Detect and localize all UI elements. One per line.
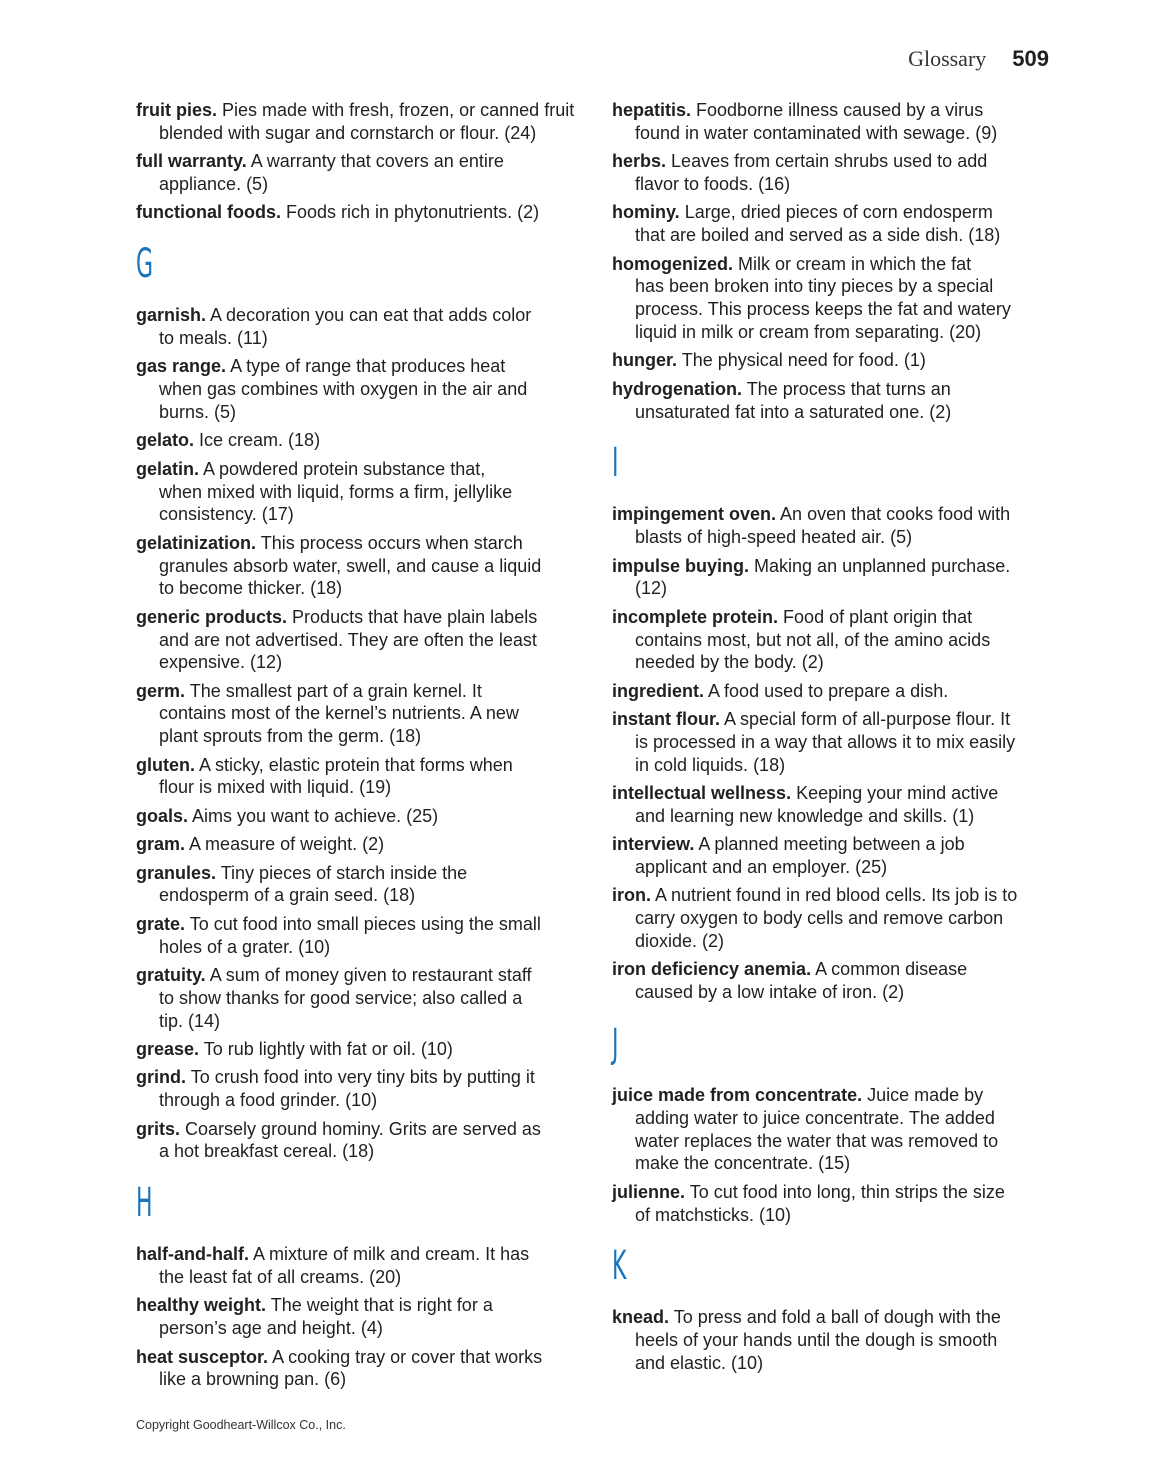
definition-text: The weight that is right for a [270,1295,493,1316]
glossary-term: garnish. [136,305,207,326]
glossary-term: hepatitis. [612,100,692,120]
entry-line [136,99,576,122]
glossary-term: ingredient. [612,680,705,701]
definition-text: adding water to juice concentrate. The added [635,1107,995,1128]
glossary-term: grate. [136,913,186,934]
page-number: 509 [1012,46,1049,71]
entry-line [136,1317,576,1340]
definition-text: liquid in milk or cream from separating. (20) [635,321,982,342]
entry-line [136,1140,576,1163]
glossary-term: iron. [612,885,651,906]
entry-line [612,253,1052,276]
definition-text: A cooking tray or cover that works [272,1346,543,1367]
definition-text: Foodborne illness caused by a virus [696,100,984,120]
glossary-entry [136,862,576,908]
page-header [908,46,1049,72]
entry-line [136,606,576,629]
definition-text: To crush food into very tiny bits by putting it [190,1067,535,1088]
section-letter-heading: K [612,1243,627,1290]
definition-text: To cut food into small pieces using the small [189,913,541,934]
definition-text: A powdered protein substance that, [203,458,486,479]
entry-line [612,907,1052,930]
definition-text: The physical need for food. (1) [681,350,926,371]
entry-line [612,708,1052,731]
entry-line [136,503,576,526]
entry-line [136,481,576,504]
entry-line [612,754,1052,777]
entry-line [612,577,1052,600]
glossary-entry [136,964,576,1032]
definition-text: The smallest part of a grain kernel. It [189,680,482,701]
glossary-term: interview. [612,834,695,855]
glossary-entry [136,606,576,674]
entry-line [612,122,1052,145]
definition-text: to meals. (11) [159,327,268,348]
definition-text: endosperm of a grain seed. (18) [159,885,416,906]
definition-text: when gas combines with oxygen in the air and [159,379,528,400]
definition-text: needed by the body. (2) [635,652,824,673]
entry-line [136,1243,576,1266]
glossary-term: goals. [136,805,189,826]
definition-text: that are boiled and served as a side dish. (18) [635,225,1001,246]
entry-line [612,503,1052,526]
glossary-entry [136,1346,576,1392]
glossary-entry [136,754,576,800]
glossary-entry [136,429,576,452]
entry-line [136,702,576,725]
definition-text: through a food grinder. (10) [159,1090,378,1111]
entry-line [136,884,576,907]
entry-line [136,629,576,652]
glossary-entry [136,805,576,828]
glossary-entry [136,99,576,145]
glossary-column-right [612,99,1052,1380]
entry-line [136,1266,576,1289]
entry-line [612,150,1052,173]
entry-line [612,349,1052,372]
glossary-entry [612,99,1052,145]
definition-text: A common disease [815,959,968,980]
definition-text: tip. (14) [159,1010,221,1031]
definition-text: Foods rich in phytonutrients. (2) [286,202,540,223]
entry-line [136,987,576,1010]
glossary-term: homogenized. [612,253,733,274]
definition-text: heels of your hands until the dough is smooth [635,1330,998,1351]
glossary-entry [136,304,576,350]
definition-text: is processed in a way that allows it to mix easily [635,731,1016,752]
glossary-term: hunger. [612,350,678,371]
entry-line [612,782,1052,805]
entry-line [612,930,1052,953]
copyright-footer: Copyright Goodheart-Willcox Co., Inc. [136,1418,346,1432]
section-letter-heading: J [612,1021,619,1068]
glossary-term: gram. [136,834,186,855]
entry-line [612,1306,1052,1329]
entry-line [612,884,1052,907]
entry-line [136,555,576,578]
definition-text: A mixture of milk and cream. It has [253,1244,530,1265]
entry-line [136,201,576,224]
entry-line [612,606,1052,629]
definition-text: A sum of money given to restaurant staff [209,965,532,986]
definition-text: A decoration you can eat that adds color [210,305,532,326]
definition-text: flour is mixed with liquid. (19) [159,777,392,798]
glossary-term: grits. [136,1118,181,1139]
glossary-entry [136,532,576,600]
section-letter-heading: H [136,1180,153,1227]
entry-line [136,401,576,424]
definition-text: Leaves from certain shrubs used to add [671,151,988,172]
definition-text: consistency. (17) [159,504,294,525]
glossary-entry [612,680,1052,703]
glossary-entry [136,1294,576,1340]
glossary-term: gratuity. [136,965,206,986]
entry-line [612,201,1052,224]
entry-line [136,327,576,350]
glossary-column-left [136,99,576,1397]
glossary-entry [612,503,1052,549]
glossary-entry [612,349,1052,372]
definition-text: granules absorb water, swell, and cause a liquid [159,555,542,576]
entry-line [136,173,576,196]
entry-line [612,378,1052,401]
entry-line [136,964,576,987]
glossary-entry [612,833,1052,879]
glossary-term: germ. [136,680,186,701]
glossary-term: half-and-half. [136,1244,249,1265]
definition-text: make the concentrate. (15) [635,1153,851,1174]
glossary-entry [612,1084,1052,1175]
glossary-entry [612,1181,1052,1227]
entry-line [136,1346,576,1369]
entry-line [612,401,1052,424]
glossary-entry [612,555,1052,601]
entry-line [612,298,1052,321]
definition-text: process. This process keeps the fat and watery [635,299,1011,320]
entry-line [136,1118,576,1141]
glossary-term: generic products. [136,606,288,627]
glossary-entry [612,708,1052,776]
definition-text: A planned meeting between a job [698,834,965,855]
definition-text: dioxide. (2) [635,931,725,952]
entry-line [136,150,576,173]
entry-line [136,862,576,885]
glossary-entry [136,1066,576,1112]
definition-text: Tiny pieces of starch inside the [220,862,468,883]
entry-line [136,1066,576,1089]
glossary-entry [612,958,1052,1004]
entry-line [136,378,576,401]
glossary-term: grease. [136,1039,200,1059]
definition-text: (12) [635,578,668,599]
definition-text: A type of range that produces heat [230,356,506,377]
definition-text: and are not advertised. They are often the least [159,629,537,650]
entry-line [136,1294,576,1317]
glossary-term: instant flour. [612,709,720,730]
glossary-term: gas range. [136,356,227,377]
definition-text: and learning new knowledge and skills. (1) [635,805,975,826]
definition-text: A sticky, elastic protein that forms when [199,754,513,775]
entry-line [136,936,576,959]
definition-text: the least fat of all creams. (20) [159,1266,402,1287]
glossary-entry [612,884,1052,952]
definition-text: Milk or cream in which the fat [738,253,972,274]
glossary-entry [136,1243,576,1289]
entry-line [612,275,1052,298]
definition-text: To press and fold a ball of dough with the [673,1307,1001,1328]
entry-line [612,1130,1052,1153]
definition-text: when mixed with liquid, forms a firm, jellylike [159,481,513,502]
definition-text: holes of a grater. (10) [159,936,331,957]
definition-text: expensive. (12) [159,652,283,673]
definition-text: a hot breakfast cereal. (18) [159,1141,375,1162]
entry-line [612,321,1052,344]
glossary-term: impingement oven. [612,504,777,525]
definition-text: like a browning pan. (6) [159,1369,347,1390]
glossary-entry [136,1118,576,1164]
definition-text: contains most, but not all, of the amino acids [635,629,991,650]
glossary-entry [612,201,1052,247]
entry-line [612,629,1052,652]
definition-text: This process occurs when starch [260,532,523,553]
glossary-entry [612,150,1052,196]
entry-line [612,1204,1052,1227]
definition-text: contains most of the kernel’s nutrients. A new [159,703,519,724]
definition-text: appliance. (5) [159,173,269,194]
glossary-entry [136,680,576,748]
entry-line [136,458,576,481]
entry-line [136,122,576,145]
entry-line [136,1089,576,1112]
definition-text: flavor to foods. (16) [635,173,791,194]
definition-text: applicant and an employer. (25) [635,857,888,878]
definition-text: Ice cream. (18) [199,430,321,451]
entry-line [136,680,576,703]
glossary-entry [136,1038,576,1061]
glossary-term: herbs. [612,151,667,172]
definition-text: caused by a low intake of iron. (2) [635,982,905,1003]
definition-text: To rub lightly with fat or oil. (10) [203,1039,453,1059]
definition-text: A warranty that covers an entire [250,151,504,172]
definition-text: Making an unplanned purchase. [754,555,1011,576]
definition-text: Juice made by [867,1085,984,1106]
definition-text: carry oxygen to body cells and remove carbon [635,908,1004,929]
glossary-term: incomplete protein. [612,606,779,627]
entry-line [136,1038,576,1061]
section-title: Glossary [908,46,987,71]
entry-line [612,526,1052,549]
glossary-term: functional foods. [136,202,281,223]
glossary-term: juice made from concentrate. [612,1085,863,1106]
entry-line [136,913,576,936]
glossary-entry [136,355,576,423]
definition-text: to show thanks for good service; also called a [159,987,523,1008]
entry-line [136,1010,576,1033]
glossary-term: knead. [612,1307,670,1328]
entry-line [612,805,1052,828]
glossary-term: gelatinization. [136,532,257,553]
glossary-term: healthy weight. [136,1295,267,1316]
glossary-entry [136,150,576,196]
glossary-entry [612,253,1052,344]
definition-text: person’s age and height. (4) [159,1318,383,1339]
definition-text: found in water contaminated with sewage. (9) [635,122,998,143]
entry-line [612,99,1052,122]
entry-line [612,680,1052,703]
definition-text: has been broken into tiny pieces by a special [635,276,994,297]
definition-text: of matchsticks. (10) [635,1204,792,1225]
entry-line [612,856,1052,879]
entry-line [136,577,576,600]
glossary-term: grind. [136,1067,186,1088]
definition-text: to become thicker. (18) [159,578,343,599]
definition-text: Aims you want to achieve. (25) [192,805,439,826]
glossary-term: gluten. [136,754,195,775]
glossary-term: hominy. [612,202,680,223]
glossary-term: iron deficiency anemia. [612,959,812,980]
definition-text: blasts of high-speed heated air. (5) [635,527,913,548]
entry-line [136,355,576,378]
definition-text: blended with sugar and cornstarch or flour. (24) [159,122,537,143]
glossary-term: gelato. [136,430,195,451]
definition-text: plant sprouts from the germ. (18) [159,726,422,747]
definition-text: water replaces the water that was removed to [635,1130,999,1151]
glossary-entry [612,782,1052,828]
definition-text: A food used to prepare a dish. [708,680,949,701]
entry-line [612,1107,1052,1130]
section-letter-heading: G [136,241,154,288]
entry-line [136,651,576,674]
definition-text: Products that have plain labels [292,606,538,627]
entry-line [612,1084,1052,1107]
entry-line [136,725,576,748]
definition-text: The process that turns an [746,378,951,399]
definition-text: A nutrient found in red blood cells. Its job is to [655,885,1018,906]
entry-line [612,833,1052,856]
entry-line [136,532,576,555]
entry-line [136,754,576,777]
glossary-term: fruit pies. [136,100,218,120]
glossary-entry [612,606,1052,674]
entry-line [612,1352,1052,1375]
entry-line [612,958,1052,981]
glossary-term: intellectual wellness. [612,783,792,804]
definition-text: Food of plant origin that [783,606,973,627]
entry-line [136,1368,576,1391]
definition-text: in cold liquids. (18) [635,754,786,775]
entry-line [612,173,1052,196]
definition-text: To cut food into long, thin strips the size [689,1181,1005,1202]
definition-text: and elastic. (10) [635,1352,764,1373]
entry-line [612,224,1052,247]
glossary-term: heat susceptor. [136,1346,269,1367]
definition-text: Coarsely ground hominy. Grits are served as [185,1118,541,1139]
definition-text: Keeping your mind active [796,783,999,804]
glossary-entry [136,833,576,856]
glossary-term: julienne. [612,1181,686,1202]
entry-line [136,429,576,452]
entry-line [136,833,576,856]
entry-line [136,776,576,799]
glossary-entry [136,201,576,224]
definition-text: burns. (5) [159,401,237,422]
definition-text: unsaturated fat into a saturated one. (2) [635,401,952,422]
entry-line [612,555,1052,578]
glossary-term: gelatin. [136,458,200,479]
entry-line [136,805,576,828]
definition-text: Pies made with fresh, frozen, or canned fruit [222,100,575,120]
glossary-term: impulse buying. [612,555,750,576]
glossary-entry [136,913,576,959]
glossary-term: full warranty. [136,151,247,172]
definition-text: Large, dried pieces of corn endosperm [684,202,993,223]
entry-line [612,1181,1052,1204]
definition-text: A special form of all-purpose flour. It [724,709,1011,730]
section-letter-heading: I [612,440,619,487]
definition-text: An oven that cooks food with [780,504,1011,525]
entry-line [612,1152,1052,1175]
glossary-entry [136,458,576,526]
entry-line [612,731,1052,754]
glossary-term: granules. [136,862,217,883]
glossary-term: hydrogenation. [612,378,742,399]
definition-text: A measure of weight. (2) [189,834,385,855]
entry-line [612,981,1052,1004]
entry-line [136,304,576,327]
entry-line [612,1329,1052,1352]
glossary-entry [612,1306,1052,1374]
entry-line [612,651,1052,674]
glossary-entry [612,378,1052,424]
